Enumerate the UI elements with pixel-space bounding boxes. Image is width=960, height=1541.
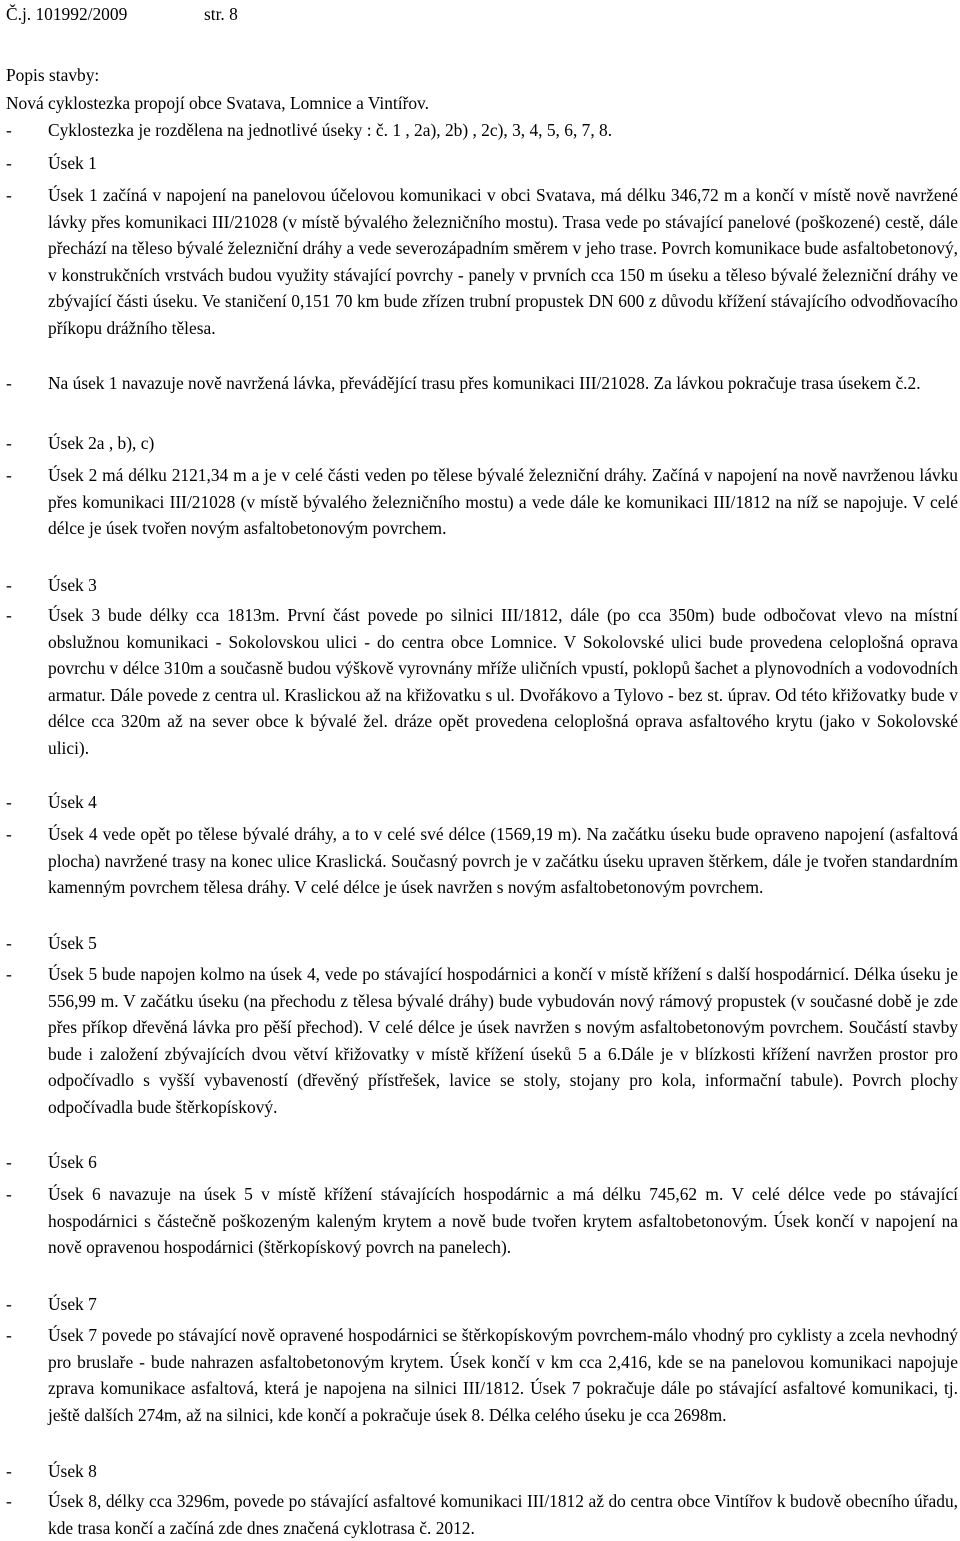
list-item-text: Na úsek 1 navazuje nově navržená lávka, převádějící trasu přes komunikaci III/21028. Za lávkou pokračuje trasa úsekem č.2. <box>48 373 921 393</box>
bullet-dash: - <box>6 1152 12 1172</box>
bullet-dash: - <box>6 465 12 485</box>
list-item <box>6 150 958 177</box>
list-item-text: Úsek 7 povede po stávající nově opravené hospodárnici se štěrkopískovým povrchem-málo vhodný pro cyklisty a zcela nevhodný pro bruslaře - bude nahrazen asfaltobetonovým krytem. Úsek končí v km cca 2,416, kde se na panelovou komunikaci napojuje zprava komunikace asfaltová, která je napojena na silnici III/1812. Úsek 7 pokračuje dále po stávající asfaltové komunikaci, tj. ještě dalších 274m, až na silnici, kde končí a pokračuje úsek 8. Délka celého úseku je cca 2698m. <box>48 1325 958 1425</box>
bullet-dash: - <box>6 185 12 205</box>
list-item-text: Úsek 8, délky cca 3296m, povede po stávající asfaltové komunikaci III/1812 až do centra obce Vintířov k budově obecního úřadu, kde trasa končí a začíná zde dnes značená cyklotrasa č. 2012. <box>48 1491 958 1538</box>
list-item <box>6 789 958 816</box>
list-item-text: Úsek 1 začíná v napojení na panelovou účelovou komunikaci v obci Svatava, má délku 346,72 m a končí v místě nově navržené lávky přes komunikaci III/21028 (v místě bývalého železničního mostu). Trasa vede po stávající panelové (poškozené) cestě, dále přechází na těleso bývalé železniční dráhy a vede severozápadním směrem v jeho trase. Povrch komunikace bude asfaltobetonový, v konstrukčních vrstvách budou využity stávající povrchy - panely v prvních cca 150 m úseku a těleso bývalé železniční dráhy ve zbývající části úseku. Ve staničení 0,151 70 km bude zřízen trubní propustek DN 600 z důvodu křížení stávajícího odvodňovacího příkopu drážního tělesa. <box>48 185 958 338</box>
list-item <box>6 602 958 761</box>
bullet-dash: - <box>6 792 12 812</box>
section-heading: Úsek 4 <box>48 792 97 812</box>
list-item <box>6 930 958 957</box>
list-item <box>6 1458 958 1485</box>
list-item <box>6 1149 958 1176</box>
bullet-dash: - <box>6 605 12 625</box>
bullet-dash: - <box>6 1294 12 1314</box>
list-item-text: Úsek 3 bude délky cca 1813m. První část povede po silnici III/1812, dále (po cca 350m) bude odbočovat vlevo na místní obslužnou komunikaci - Sokolovskou ulici - do centra obce Lomnice. V Sokolovské ulici bude provedena celoplošná oprava povrchu v délce 310m a současně budou výškově vyrovnány mříže uličních vpustí, poklopů šachet a plynovodních a vodovodních armatur. Dále povede z centra ul. Kraslickou až na křižovatku s ul. Dvořákovo a Tylovo - bez st. úprav. Od této křižovatky bude v délce cca 320m až na sever obce k bývalé žel. dráze opět provedena celoplošná oprava asfaltového krytu (jako v Sokolovské ulici). <box>48 605 958 758</box>
list-item <box>6 572 958 599</box>
list-item-text: Úsek 5 bude napojen kolmo na úsek 4, vede po stávající hospodárnici a končí v místě křížení s další hospodárnicí. Délka úseku je 556,99 m. V začátku úseku (na přechodu z tělesa bývalé dráhy) bude vybudován nový rámový propustek (v současné době je zde přes příkop dřevěná lávka pro pěší přechod). V celé délce je úsek navržen s novým asfaltobetonovým povrchem. Součástí stavby bude i založení zbývajících dvou větví křižovatky v místě křížení úseků 5 a 6.Dále je v blízkosti křížení navržen prostor pro odpočívadlo s vyšší vybaveností (dřevěný přístřešek, lavice se stoly, stojany pro kola, informační tabule). Povrch plochy odpočívadla bude štěrkopískový. <box>48 964 958 1117</box>
section-heading: Úsek 6 <box>48 1152 97 1172</box>
intro-sentence: Nová cyklostezka propojí obce Svatava, Lomnice a Vintířov. <box>6 93 429 113</box>
bullet-dash: - <box>6 575 12 595</box>
list-item <box>6 182 958 341</box>
section-heading: Úsek 1 <box>48 153 97 173</box>
section-title: Popis stavby: <box>6 65 100 85</box>
section-heading: Úsek 5 <box>48 933 97 953</box>
bullet-dash: - <box>6 433 12 453</box>
list-item <box>6 1291 958 1318</box>
list-item <box>6 1488 958 1541</box>
document-reference: Č.j. 101992/2009 <box>6 4 128 24</box>
list-item <box>6 462 958 542</box>
bullet-dash: - <box>6 1325 12 1345</box>
section-heading: Úsek 3 <box>48 575 97 595</box>
list-item <box>6 430 958 457</box>
bullet-dash: - <box>6 1461 12 1481</box>
bullet-dash: - <box>6 373 12 393</box>
list-item-text: Úsek 6 navazuje na úsek 5 v místě křížení stávajících hospodárnic a má délku 745,62 m. V celé délce vede po stávající hospodárnici s částečně poškozeným kaleným krytem a nově bude tvořen krytem asfaltobetonovým. Úsek končí v napojení na nově opravenou hospodárnici (štěrkopískový povrch na panelech). <box>48 1184 958 1257</box>
list-item-text: Úsek 2 má délku 2121,34 m a je v celé části veden po tělese bývalé železniční dráhy. Začíná v napojení na nově navrženou lávku přes komunikaci III/21028 (v místě bývalého železničního mostu) a vede dále ke komunikaci III/1812 na níž se napojuje. V celé délce je úsek tvořen novým asfaltobetonovým povrchem. <box>48 465 958 538</box>
bullet-dash: - <box>6 1184 12 1204</box>
list-item <box>6 370 958 397</box>
list-item <box>6 117 958 144</box>
bullet-dash: - <box>6 1491 12 1511</box>
section-heading: Úsek 2a , b), c) <box>48 433 155 453</box>
list-item <box>6 821 958 901</box>
section-heading: Úsek 7 <box>48 1294 97 1314</box>
bullet-dash: - <box>6 933 12 953</box>
list-item <box>6 1181 958 1261</box>
list-item-text: Úsek 4 vede opět po tělese bývalé dráhy, a to v celé své délce (1569,19 m). Na začátku úseku bude opraveno napojení (asfaltová plocha) navržené trasy na konec ulice Kraslická. Současný povrch je v začátku úseku upraven štěrkem, dále je tvořen standardním kamenným povrchem tělesa dráhy. V celé délce je úsek navržen s novým asfaltobetonovým povrchem. <box>48 824 958 897</box>
bullet-dash: - <box>6 824 12 844</box>
bullet-dash: - <box>6 964 12 984</box>
bullet-dash: - <box>6 153 12 173</box>
list-item <box>6 961 958 1120</box>
section-heading: Úsek 8 <box>48 1461 97 1481</box>
list-item <box>6 1322 958 1428</box>
page-number: str. 8 <box>204 4 238 24</box>
bullet-dash: - <box>6 120 12 140</box>
list-item-text: Cyklostezka je rozdělena na jednotlivé úseky : č. 1 , 2a), 2b) , 2c), 3, 4, 5, 6, 7, 8. <box>48 120 613 140</box>
